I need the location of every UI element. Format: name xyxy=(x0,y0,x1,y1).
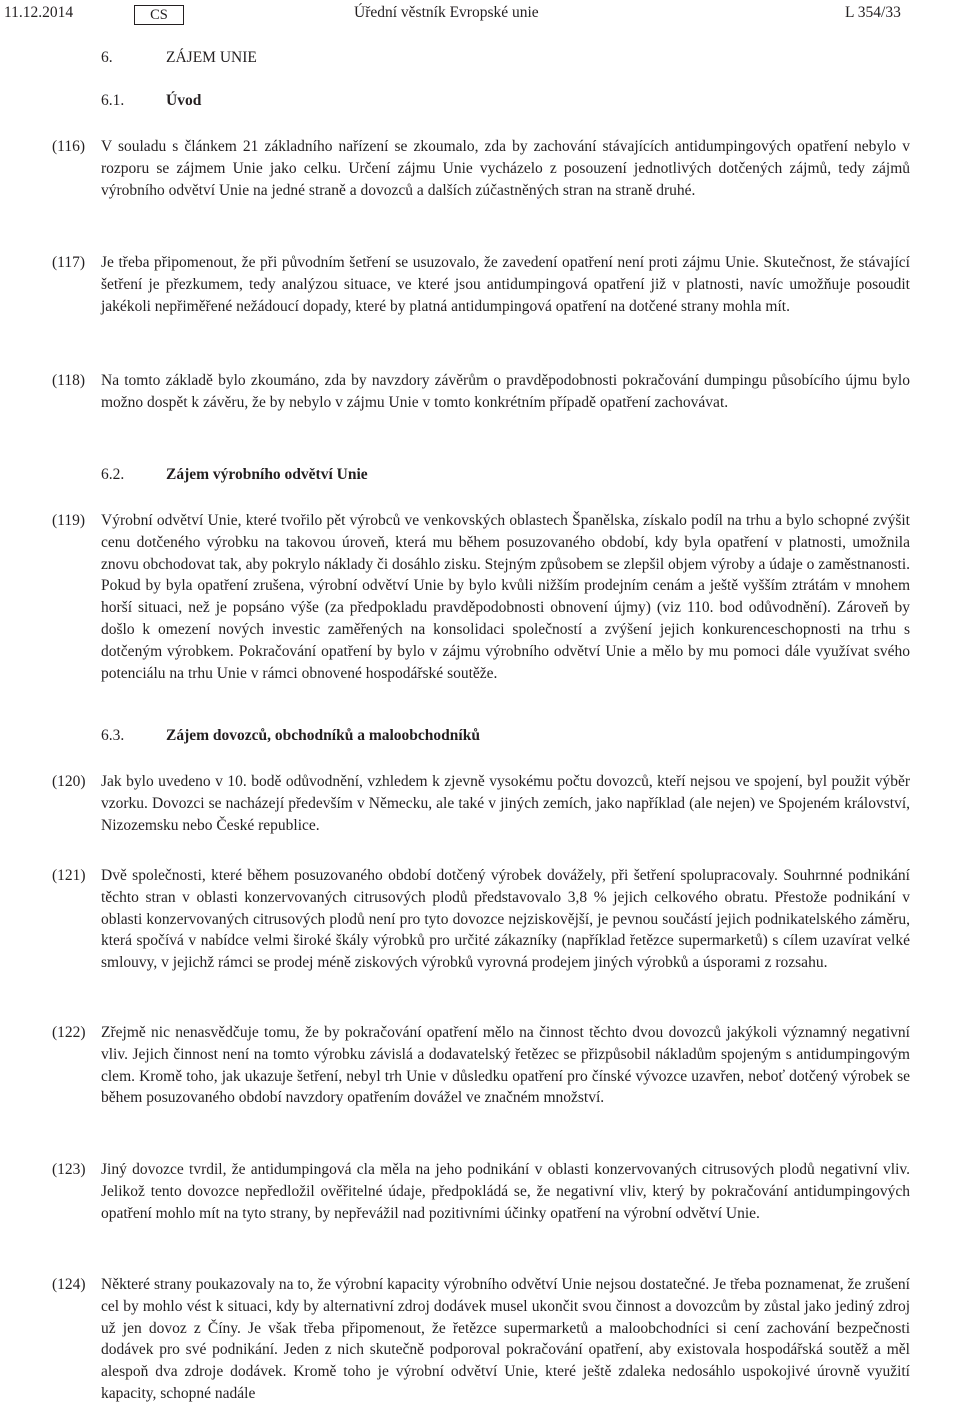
paragraph-text: Dvě společnosti, které během posuzovaného období dotčený výrobek dovážely, při šetření spolupracovaly. Souhrnné podnikání těchto stran v oblasti konzervovaných citrusových plodů představovalo 3,8 % jejich celkového obratu. Přestože podnikání v oblasti konzervovaných citrusových plodů není pro tyto dovozce nejziskovější, je pevnou součástí jejich podnikatelského záměru, která spočívá v nabídce velmi široké škály výrobků pro určité zákazníky (například řetězce supermarketů) s cílem uzavírat velké smlouvy, v jejichž rámci se prodej méně ziskových výrobků vyrovná prodejem jiných výrobků a úsporami z rozsahu. xyxy=(101,867,910,972)
heading-number: 6.2. xyxy=(101,466,125,483)
paragraph-number: (120) xyxy=(52,773,86,790)
journal-title: Úřední věstník Evropské unie xyxy=(354,4,539,21)
heading-text: Zájem výrobního odvětví Unie xyxy=(166,466,368,483)
page-header xyxy=(0,4,960,28)
paragraph-text: Zřejmě nic nenasvědčuje tomu, že by pokračování opatření mělo na činnost těchto dvou dovozců jakýkoli významný negativní vliv. Jejich činnost není na tomto výrobku závislá a dodavatelský řetězec se přizpůsobil nákladům spojeným s antidumpingovým clem. Kromě toho, jak ukazuje šetření, nebyl trh Unie v důsledku opatření pro čínské vývozce uzavřen, neboť dotčený výrobek se během posuzovaného období navzdory opatřením dovážel ve značném množství. xyxy=(101,1024,910,1107)
language-badge: CS xyxy=(134,5,184,25)
heading-text: Zájem dovozců, obchodníků a maloobchodníků xyxy=(166,727,480,744)
paragraph-text: Jak bylo uvedeno v 10. bodě odůvodnění, vzhledem k zjevně vysokému počtu dovozců, kteří nejsou ve spojení, byl použit výběr vzorku. Dovozci se nacházejí především v Německu, ale také v jiných zemích, jako například (ale nejen) ve Spojeném království, Nizozemsku nebo České republice. xyxy=(101,773,910,834)
heading-number: 6.3. xyxy=(101,727,125,744)
paragraph-number: (116) xyxy=(52,138,85,155)
heading-number: 6.1. xyxy=(101,92,125,109)
heading-text: ZÁJEM UNIE xyxy=(166,49,257,66)
paragraph-text: Výrobní odvětví Unie, které tvořilo pět výrobců ve venkovských oblastech Španělska, získalo podíl na trhu a bylo schopné zvýšit cenu dotčeného výrobku na takovou úroveň, která mu během posuzovaného období, kdy byla opatření v platnosti, umožnila znovu obchodovat tak, aby pokrylo náklady či dosáhlo zisku. Stejným způsobem se zlepšil objem výroby a údaje o zaměstnanosti. Pokud by byla opatření zrušena, výrobní odvětví Unie by bylo kvůli nižším prodejním cenám a ještě vyšším ztrátám v mnohem horší situaci, než je popsáno výše (za předpokladu pravděpodobnosti obnovení újmy) (viz 110. bod odůvodnění). Zároveň by došlo k omezení nových investic zaměřených na konsolidaci společností a zvýšení jejich konkurenceschopnosti na trhu s dotčeným výrobkem. Pokračování opatření by bylo v zájmu výrobního odvětví Unie a mělo by mu pomoci dále využívat svého potenciálu na trhu Unie v rámci obnovené hospodářské soutěže. xyxy=(101,512,910,682)
heading-number: 6. xyxy=(101,49,113,66)
paragraph-text: Na tomto základě bylo zkoumáno, zda by navzdory závěrům o pravděpodobnosti pokračování dumpingu působícího újmu bylo možno dospět k závěru, že by nebylo v zájmu Unie v tomto konkrétním případě opatření zachovávat. xyxy=(101,372,910,411)
paragraph-number: (121) xyxy=(52,867,86,884)
paragraph-text: V souladu s článkem 21 základního nařízení se zkoumalo, zda by zachování stávajících antidumpingových opatření nebylo v rozporu se zájmem Unie jako celku. Určení zájmu Unie vycházelo z posouzení jednotlivých dotčených zájmů, tedy zájmů výrobního odvětví Unie na jedné straně a dovozců a dalších zúčastněných stran na straně druhé. xyxy=(101,138,910,199)
paragraph-number: (122) xyxy=(52,1024,86,1041)
paragraph-number: (124) xyxy=(52,1276,86,1293)
paragraph-text: Je třeba připomenout, že při původním šetření se usuzovalo, že zavedení opatření není proti zájmu Unie. Skutečnost, že stávající šetření je přezkumem, tedy analýzou situace, ve které jsou antidumpingová opatření již v platnosti, navíc umožňuje posoudit jakékoli nepřiměřené nežádoucí dopady, které by platná antidumpingová opatření na dotčené strany mohla mít. xyxy=(101,254,910,315)
paragraph-number: (117) xyxy=(52,254,85,271)
heading-text: Úvod xyxy=(166,92,202,109)
header-date: 11.12.2014 xyxy=(4,4,74,21)
paragraph-number: (119) xyxy=(52,512,85,529)
paragraph-number: (118) xyxy=(52,372,85,389)
paragraph-number: (123) xyxy=(52,1161,86,1178)
paragraph-text: Některé strany poukazovaly na to, že výrobní kapacity výrobního odvětví Unie nejsou dostatečné. Je třeba poznamenat, že zrušení cel by mohlo vést k situaci, kdy by alternativní zdroj dodávek musel ukončit svou činnost a dovozcům by zůstal jako jediný zdroj už jen dovoz z Číny. Je však třeba připomenout, že řetězce supermarketů a maloobchodníci si cení zachování bezpečnosti dodávek pro své podnikání. Jeden z nich skutečně podporoval pokračování opatření, aby existovala hospodářská soutěž a měl alespoň dva zdroje dodávek. Kromě toho je výrobní odvětví Unie, které ještě zdaleka nedosáhlo uspokojivé úrovně využití kapacity, schopné nadále xyxy=(101,1276,910,1402)
page-reference: L 354/33 xyxy=(845,4,901,21)
paragraph-text: Jiný dovozce tvrdil, že antidumpingová cla měla na jeho podnikání v oblasti konzervovaných citrusových plodů negativní vliv. Jelikož tento dovozce nepředložil ověřitelné údaje, předpokládá se, že negativní vliv, který by pokračování antidumpingových opatření mohlo mít na tyto strany, by nepřevážil nad pozitivními účinky opatření na výrobní odvětví Unie. xyxy=(101,1161,910,1222)
